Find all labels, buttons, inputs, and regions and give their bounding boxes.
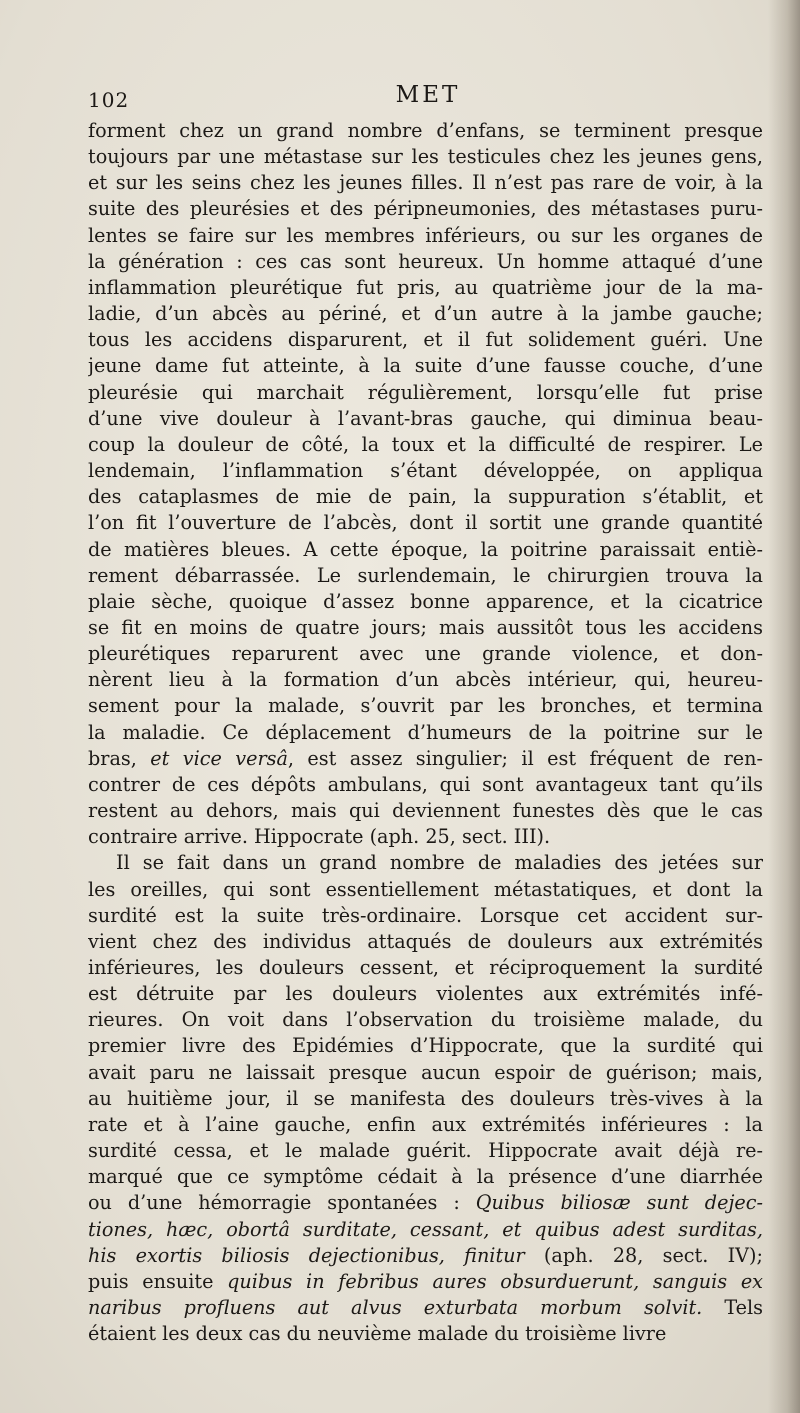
text-line: l’on fit l’ouverture de l’abcès, dont il sortit une grande quantité xyxy=(88,511,763,535)
text-line xyxy=(88,1217,763,1243)
page-edge-shadow xyxy=(768,0,800,1413)
text-line: lentes se faire sur les membres inférieurs, ou sur les organes de xyxy=(88,223,763,247)
latin-quotation: his exortis biliosis dejectionibus, finitur xyxy=(88,1243,525,1267)
latin-quotation: Quibus biliosæ sunt dejec- xyxy=(475,1191,763,1215)
text-line: tous les accidens disparurent, et il fut solidement guéri. Une xyxy=(88,328,763,352)
text-line: avait paru ne laissait presque aucun espoir de guérison; mais, xyxy=(88,1060,763,1084)
text-line: his exortis biliosis dejectionibus, finitur (aph. 28, sect. IV); xyxy=(88,1243,763,1267)
text-line: de matières bleues. A cette époque, la poitrine paraissait entiè- xyxy=(88,537,763,561)
text-line: la maladie. Ce déplacement d’humeurs de la poitrine sur le xyxy=(88,720,763,744)
text-line: sement pour la malade, s’ouvrit par les bronches, et termina xyxy=(88,694,763,718)
text-line: lendemain, l’inflammation s’étant développée, on appliqua xyxy=(88,459,763,483)
latin-quotation: naribus profluens aut alvus exturbata morbum solvit. xyxy=(88,1296,703,1320)
text-line: et sur les seins chez les jeunes filles. Il n’est pas rare de voir, à la xyxy=(88,171,763,195)
text-line: bras, et vice versâ, est assez singulier; il est fréquent de ren- xyxy=(88,746,763,770)
text-line: rement débarrassée. Le surlendemain, le chirurgien trouva la xyxy=(88,563,763,587)
text-line: restent au dehors, mais qui deviennent funestes dès que le cas xyxy=(88,799,763,823)
text-line: contraire arrive. Hippocrate (aph. 25, sect. III). xyxy=(88,825,551,849)
text-line: nèrent lieu à la formation d’un abcès intérieur, qui, heureu- xyxy=(88,668,763,692)
text-line: rate et à l’aine gauche, enfin aux extrémités inférieures : la xyxy=(88,1112,763,1136)
running-title: MET xyxy=(395,82,461,108)
text-line: pleurésie qui marchait régulièrement, lorsqu’elle fut prise xyxy=(88,380,763,404)
text-line: étaient les deux cas du neuvième malade du troisième livre xyxy=(88,1322,667,1346)
text-line: inflammation pleurétique fut pris, au quatrième jour de la ma- xyxy=(88,275,763,299)
text-line: coup la douleur de côté, la toux et la difficulté de respirer. Le xyxy=(88,432,763,456)
text-line: puis ensuite quibus in febribus aures obsurduerunt, sanguis ex xyxy=(88,1269,763,1293)
text-line: au huitième jour, il se manifesta des douleurs très-vives à la xyxy=(88,1086,763,1110)
text-line: surdité est la suite très-ordinaire. Lorsque cet accident sur- xyxy=(88,903,763,927)
text-line: la génération : ces cas sont heureux. Un homme attaqué d’une xyxy=(88,249,763,273)
text-line: d’une vive douleur à l’avant-bras gauche, qui diminua beau- xyxy=(88,406,763,430)
text-line: vient chez des individus attaqués de douleurs aux extrémités xyxy=(88,929,763,953)
text-line: naribus profluens aut alvus exturbata morbum solvit. Tels xyxy=(88,1296,763,1320)
text-line: surdité cessa, et le malade guérit. Hippocrate avait déjà re- xyxy=(88,1139,763,1163)
text-line: les oreilles, qui sont essentiellement métastatiques, et dont la xyxy=(88,877,763,901)
text-line: inférieures, les douleurs cessent, et réciproquement la surdité xyxy=(88,956,763,979)
text-line: ladie, d’un abcès au périné, et d’un autre à la jambe gauche; xyxy=(88,302,763,326)
latin-quotation: tiones, hæc, obortâ surditate, cessant, et quibus adest surditas, xyxy=(88,1217,763,1241)
text-line: jeune dame fut atteinte, à la suite d’une fausse couche, d’une xyxy=(88,354,763,378)
text-line: toujours par une métastase sur les testicules chez les jeunes gens, xyxy=(88,145,763,169)
body-text xyxy=(88,118,763,1347)
text-line: marqué que ce symptôme cédait à la présence d’une diarrhée xyxy=(88,1165,763,1189)
running-head xyxy=(88,82,768,114)
text-line: des cataplasmes de mie de pain, la suppuration s’établit, et xyxy=(88,485,763,509)
text-line: plaie sèche, quoique d’assez bonne apparence, et la cicatrice xyxy=(88,589,763,613)
latin-quotation: quibus in febribus aures obsurduerunt, sanguis ex xyxy=(227,1269,763,1293)
text-line: Il se fait dans un grand nombre de maladies des jetées sur xyxy=(116,851,763,875)
text-line: rieures. On voit dans l’observation du troisième malade, du xyxy=(88,1008,763,1032)
text-line: suite des pleurésies et des péripneumonies, des métastases puru- xyxy=(88,197,763,221)
text-line: premier livre des Epidémies d’Hippocrate, que la surdité qui xyxy=(88,1034,763,1058)
text-line: se fit en moins de quatre jours; mais aussitôt tous les accidens xyxy=(88,615,763,639)
text-line: ou d’une hémorragie spontanées : Quibus biliosæ sunt dejec- xyxy=(88,1191,763,1215)
text-line: contrer de ces dépôts ambulans, qui sont avantageux tant qu’ils xyxy=(88,772,763,796)
text-line: forment chez un grand nombre d’enfans, se terminent presque xyxy=(88,119,763,142)
page-number: 102 xyxy=(88,88,130,112)
text-line: est détruite par les douleurs violentes aux extrémités infé- xyxy=(88,982,763,1006)
latin-quotation: et vice versâ xyxy=(150,746,288,770)
text-line: pleurétiques reparurent avec une grande violence, et don- xyxy=(88,642,763,666)
